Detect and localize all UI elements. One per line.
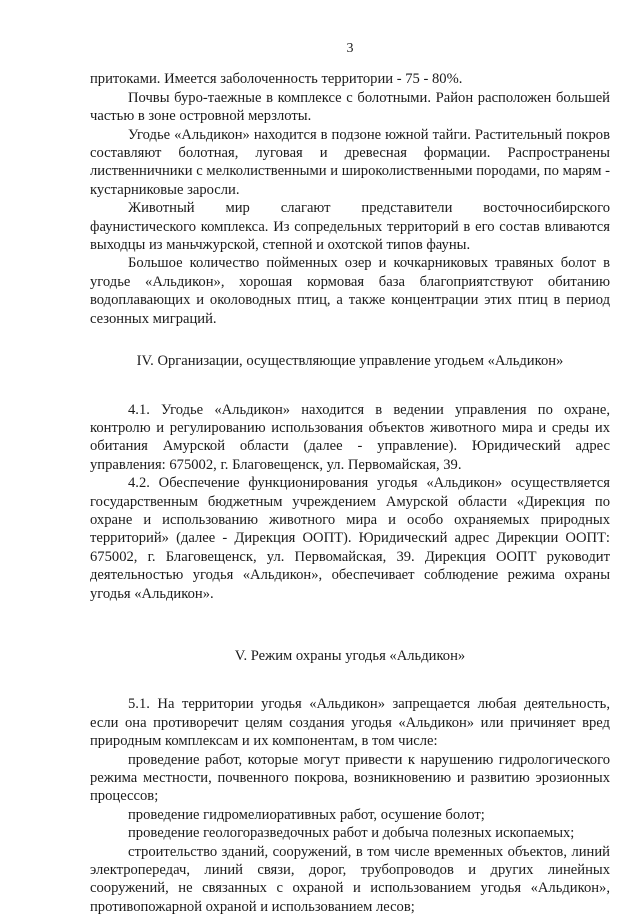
section-heading-iv: IV. Организации, осуществляющие управление угодьем «Альдикон» <box>136 353 564 370</box>
list-item-melioration: проведение гидромелиоративных работ, осушение болот; <box>128 806 485 823</box>
paragraph-continuation: притоками. Имеется заболоченность территории - 75 - 80%. <box>90 71 463 88</box>
paragraph-birds: Большое количество пойменных озер и кочкарниковых травяных болот в угодье «Альдикон», хорошая кормовая база благоприятствуют обитанию водоплавающих и околоводных птиц, а также концентрации этих птиц в период сезонных миграций. <box>90 255 610 327</box>
paragraph-vegetation: Угодье «Альдикон» находится в подзоне южной тайги. Растительный покров составляют болотная, луговая и древесная формации. Распространены лиственничники с мелколиственными и широколиственными породами, по марям - кустарниковые заросли. <box>90 126 610 198</box>
paragraph-fauna: Животный мир слагают представители восточносибирского фаунистического комплекса. Из сопредельных территорий в его состав вливаются выходцы из маньчжурской, степной и охотской типов фауны. <box>90 200 610 254</box>
paragraph-soils: Почвы буро-таежные в комплексе с болотными. Район расположен большей частью в зоне островной мерзлоты. <box>90 89 610 125</box>
paragraph-4-2: 4.2. Обеспечение функционирования угодья «Альдикон» осуществляется государственным бюджетным учреждением Амурской области «Дирекция по охране и использованию животного мира и особо охраняемых природных территорий» (далее - Дирекция ООПТ). Юридический адрес Дирекции ООПТ: 675002, г. Благовещенск, ул. Первомайская, 39. Дирекция ООПТ руководит деятельностью угодья «Альдикон», обеспечивает соблюдение режима охраны угодья «Альдикон». <box>90 475 610 602</box>
list-item-geology: проведение геологоразведочных работ и добыча полезных ископаемых; <box>128 825 575 842</box>
paragraph-4-1: 4.1. Угодье «Альдикон» находится в ведении управления по охране, контролю и регулированию использования объектов животного мира и среды их обитания Амурской области (далее - управление). Юридический адрес управления: 675002, г. Благовещенск, ул. Первомайская, 39. <box>90 401 610 473</box>
list-item-construction: строительство зданий, сооружений, в том числе временных объектов, линий электропередач, линий связи, дорог, трубопроводов и других линейных сооружений, не связанных с охраной и использованием угодья «Альдикон», противопожарной охраной и использованием лесов; <box>90 843 610 915</box>
section-heading-v: V. Режим охраны угодья «Альдикон» <box>234 647 466 664</box>
list-item-hydrology: проведение работ, которые могут привести к нарушению гидрологического режима местности, почвенного покрова, возникновению и развитию эрозионных процессов; <box>90 751 610 805</box>
page-number: 3 <box>346 41 354 56</box>
paragraph-5-1: 5.1. На территории угодья «Альдикон» запрещается любая деятельность, если она противоречит целям создания угодья «Альдикон» или причиняет вред природным комплексам и их компонентам, в том числе: <box>90 696 610 750</box>
